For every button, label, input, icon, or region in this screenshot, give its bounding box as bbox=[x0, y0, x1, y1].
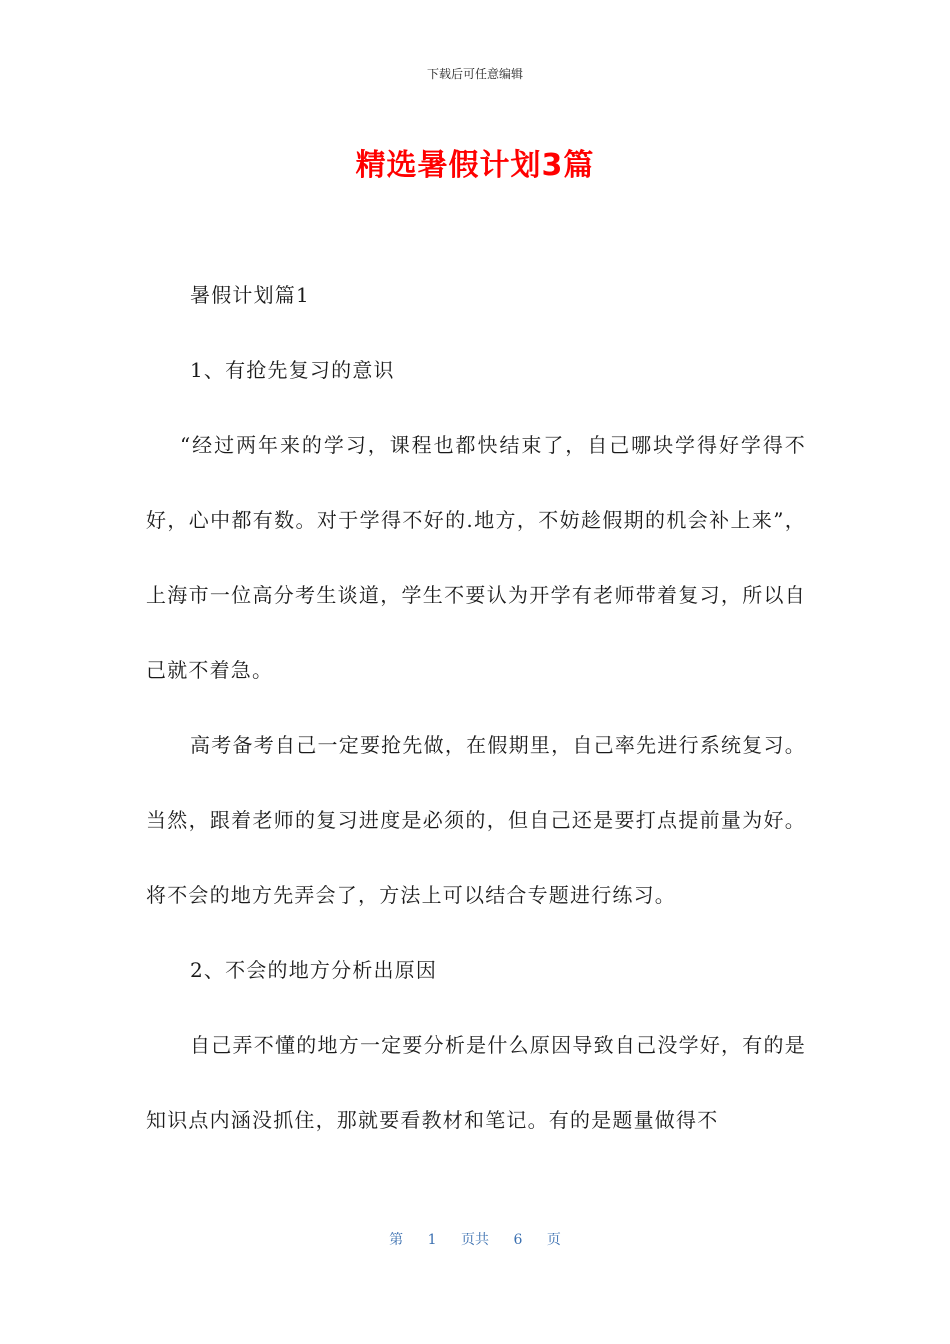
document-title: 精选暑假计划3篇 bbox=[355, 148, 595, 183]
subheading-1: 1、有抢先复习的意识 bbox=[190, 358, 395, 382]
footer-middle: 页共 bbox=[461, 1232, 489, 1248]
paragraph-quote: “经过两年来的学习，课程也都快结束了，自己哪块学得好学得不好，心中都有数。对于学得不好的.地方，不妨趁假期的机会补上来”，上海市一位高分考生谈道，学生不要认为开学有老师带着复习，所以自己就不着急。 bbox=[146, 433, 806, 682]
paragraph-prepare: 高考备考自己一定要抢先做，在假期里，自己率先进行系统复习。当然，跟着老师的复习进度是必须的，但自己还是要打点提前量为好。将不会的地方先弄会了，方法上可以结合专题进行练习。 bbox=[146, 733, 806, 907]
footer-suffix: 页 bbox=[546, 1232, 561, 1248]
subheading-2: 2、不会的地方分析出原因 bbox=[190, 958, 438, 982]
section-heading: 暑假计划篇1 bbox=[190, 283, 310, 307]
paragraph-analyze: 自己弄不懂的地方一定要分析是什么原因导致自己没学好，有的是知识点内涵没抓住，那就要看教材和笔记。有的是题量做得不 bbox=[146, 1033, 806, 1132]
footer-prefix: 第 bbox=[389, 1232, 404, 1248]
page-footer bbox=[0, 1230, 950, 1250]
page-header-note: 下载后可任意编辑 bbox=[426, 67, 523, 81]
document-body bbox=[146, 258, 806, 1158]
current-page-number: 1 bbox=[427, 1232, 437, 1248]
total-pages-number: 6 bbox=[513, 1232, 523, 1248]
